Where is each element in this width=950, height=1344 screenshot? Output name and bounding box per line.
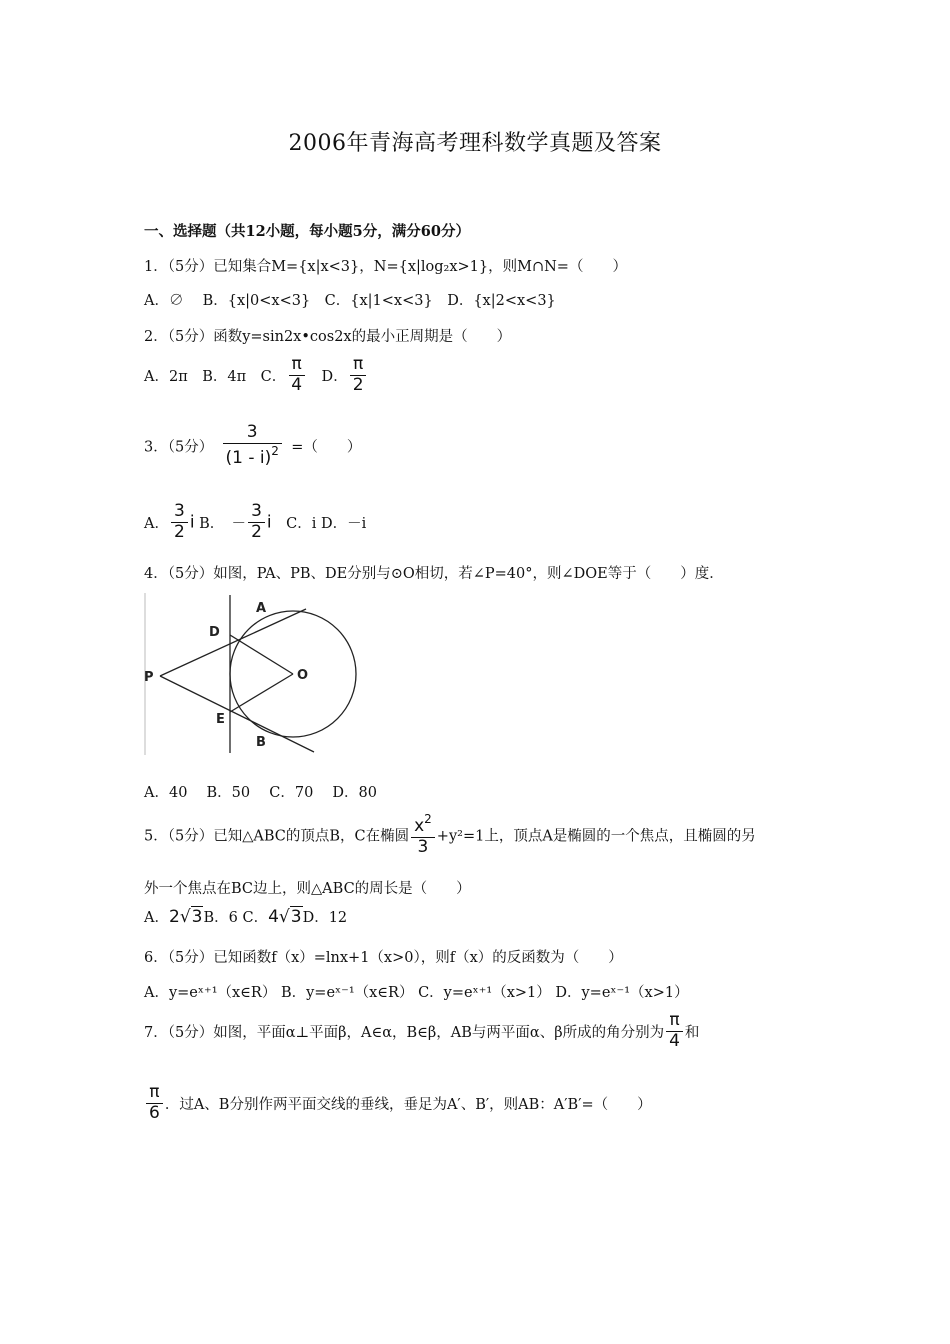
q5-suffix: +y²=1上，顶点A是椭圆的一个焦点，且椭圆的另 — [436, 828, 756, 845]
q4-tangent-figure — [144, 591, 360, 757]
q5-options — [144, 906, 347, 927]
q5-option-b: B．6 C． — [203, 910, 269, 926]
q2-option-c-fraction — [288, 356, 305, 395]
tangent-line-pa — [160, 609, 306, 676]
label-b: B — [256, 735, 266, 750]
q7-frac1-denominator: 4 — [669, 1030, 680, 1051]
q7-fraction-1 — [666, 1012, 683, 1051]
q5-stem-line2: 外一个焦点在BC边上，则△ABC的周长是（ ） — [144, 881, 471, 897]
q2-option-d-label: D． — [307, 368, 348, 385]
q3-a-denominator: 2 — [173, 521, 185, 542]
q3-denominator-exponent: 2 — [271, 443, 279, 458]
q7-line1-end: 和 — [684, 1024, 700, 1041]
q7-fraction-2 — [146, 1084, 163, 1123]
q3-prefix: 3．（5分） — [144, 439, 214, 456]
q7-line1: 7．（5分）如图，平面α⊥平面β，A∈α，B∈β，AB与两平面α、β所成的角分别为 — [144, 1024, 665, 1041]
q3-b-numerator: 3 — [248, 503, 265, 523]
q6-stem: 6．（5分）已知函数f（x）=lnx+1（x>0），则f（x）的反函数为（ ） — [144, 950, 623, 966]
q2-options — [144, 356, 369, 395]
q3-b-denominator: 2 — [251, 521, 262, 542]
q5-option-c-coefficient: 4 — [268, 907, 279, 927]
q7-line2: ．过A、B分别作两平面交线的垂线，垂足为A′、B′，则AB：A′B′=（ ） — [164, 1096, 652, 1113]
q5-option-a-coefficient: 2 — [168, 907, 180, 927]
q3-numerator: 3 — [223, 424, 282, 444]
q5-numerator — [411, 813, 435, 838]
q3-option-a-unit: i — [189, 512, 195, 533]
q5-option-a-label: A． — [144, 910, 169, 926]
q2-c-denominator: 4 — [291, 374, 303, 395]
q5-option-a-radical: 2√3 — [168, 907, 203, 927]
q3-options-cd: C．i D．－i — [271, 515, 367, 532]
q3-option-a-fraction — [171, 503, 188, 542]
q2-d-denominator: 2 — [352, 374, 364, 395]
q3-option-b-fraction — [248, 503, 265, 542]
q7-frac1-numerator: π — [666, 1012, 682, 1032]
q5-option-d: D．12 — [302, 910, 348, 926]
q3-fraction — [215, 424, 289, 468]
q4-options: A．40 B．50 C．70 D．80 — [144, 785, 377, 801]
segment-do — [230, 635, 293, 674]
q2-option-d-fraction — [350, 356, 367, 395]
q3-suffix: =（ ） — [291, 439, 362, 456]
label-p: P — [144, 670, 154, 685]
q3-denominator-base: (1 - i) — [225, 447, 272, 468]
label-e: E — [216, 712, 225, 727]
q3-denominator — [223, 444, 282, 468]
q3-stem — [144, 424, 361, 468]
label-d: D — [209, 625, 220, 640]
q3-option-b-label: B． － — [194, 515, 247, 532]
tangent-line-pb — [160, 676, 314, 752]
q3-options — [144, 503, 366, 542]
q5-option-c-radical: 4√3 — [268, 907, 302, 927]
label-o: O — [297, 668, 309, 683]
page-title: 2006年青海高考理科数学真题及答案 — [288, 131, 662, 156]
label-a: A — [256, 601, 267, 616]
q2-d-numerator: π — [350, 356, 366, 376]
segment-eo — [230, 674, 293, 712]
q5-stem — [144, 813, 756, 857]
q5-option-c-radicand: 3 — [290, 907, 302, 927]
q3-option-a-label: A． — [144, 515, 169, 532]
q1-options: A．∅ B．{x|0<x<3} C．{x|1<x<3} D．{x|2<x<3} — [144, 293, 556, 309]
q2-c-numerator: π — [289, 356, 305, 376]
q5-prefix: 5．（5分）已知△ABC的顶点B，C在椭圆 — [144, 828, 410, 845]
q2-stem: 2．（5分）函数y=sin2x•cos2x的最小正周期是（ ） — [144, 329, 512, 345]
q7-frac2-denominator: 6 — [149, 1102, 160, 1123]
q5-ellipse-fraction — [411, 813, 435, 857]
q7-stem-line2 — [144, 1084, 652, 1123]
q6-options: A．y=eˣ⁺¹（x∈R） B．y=eˣ⁻¹（x∈R） C．y=eˣ⁺¹（x>1） D．y=eˣ⁻¹（x>1） — [144, 985, 689, 1001]
section-heading: 一、选择题（共12小题，每小题5分，满分60分） — [144, 223, 470, 240]
q7-stem — [144, 1012, 699, 1051]
q5-numerator-base: x — [414, 816, 425, 836]
q1-stem: 1．（5分）已知集合M={x|x<3}，N={x|log₂x>1}，则M∩N=（ ） — [144, 259, 627, 275]
q5-numerator-exponent: 2 — [424, 812, 432, 826]
q5-denominator: 3 — [417, 836, 429, 857]
q5-option-a-radicand: 3 — [191, 907, 203, 927]
q4-stem: 4．（5分）如图，PA、PB、DE分别与⊙O相切，若∠P=40°，则∠DOE等于（ ）度． — [144, 566, 724, 582]
q7-frac2-numerator: π — [146, 1084, 162, 1104]
q3-option-b-unit: i — [266, 512, 272, 533]
q2-options-ab: A．2π B．4π C． — [144, 368, 287, 385]
q3-a-numerator: 3 — [171, 503, 188, 523]
